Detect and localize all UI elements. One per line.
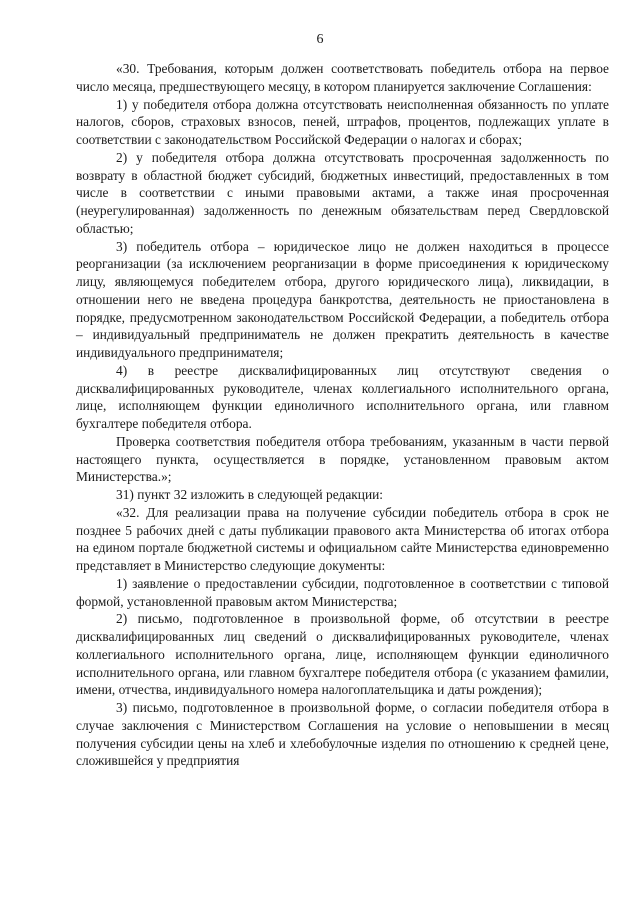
- paragraph-item-32-intro: «32. Для реализации права на получение субсидии победитель отбора в срок не позднее 5 рабочих дней с даты публикации правового акта Министерства об итогах отбора на едином портале бюджетной системы и официальном сайте Министерства единовременно представляет в Министерство следующие документы:: [76, 504, 609, 573]
- document-body: [76, 60, 609, 770]
- paragraph-letter-price: 3) письмо, подготовленное в произвольной форме, о согласии победителя отбора в случае заключения с Министерством Соглашения на условие о неповышении в месяц получения субсидии цены на хлеб и хлебобулочные изделия по отношению к средней цене, сложившейся у предприятия: [76, 700, 609, 769]
- paragraph-letter-registry: 2) письмо, подготовленное в произвольной форме, об отсутствии в реестре дисквалифицированных лиц сведений о дисквалифицированных руководителе, членах коллегиального исполнительного органа, лице, исполняющем функции единоличного исполнительного органа, или главном бухгалтере победителя отбора (с указанием фамилии, имени, отчества, индивидуального номера налогоплательщика и даты рождения);: [76, 611, 609, 698]
- page-number: 6: [316, 32, 324, 47]
- paragraph-disqualified-registry: 4) в реестре дисквалифицированных лиц отсутствуют сведения о дисквалифицированных руководителе, членах коллегиального исполнительного органа, лице, исполняющем функции единоличного исполнительного органа, или главном бухгалтере победителя отбора.: [76, 362, 609, 431]
- paragraph-overdue-debt: 2) у победителя отбора должна отсутствовать просроченная задолженность по возврату в областной бюджет субсидий, бюджетных инвестиций, предоставленных в том числе в соответствии с иными правовыми актами, а также иная просроченная (неурегулированная) задолженность по денежным обязательствам перед Свердловской областью;: [76, 149, 609, 236]
- paragraph-tax-obligation: 1) у победителя отбора должна отсутствовать неисполненная обязанность по уплате налогов, сборов, страховых взносов, пеней, штрафов, процентов, подлежащих уплате в соответствии с законодательством Российской Федерации о налогах и сборах;: [76, 96, 609, 147]
- paragraph-application: 1) заявление о предоставлении субсидии, подготовленное в соответствии с типовой формой, установленной правовым актом Министерства;: [76, 575, 609, 609]
- paragraph-compliance-check: Проверка соответствия победителя отбора требованиям, указанным в части первой настоящего пункта, осуществляется в порядке, установленном правовым актом Министерства.»;: [76, 433, 609, 485]
- paragraph-item-31: 31) пункт 32 изложить в следующей редакции:: [116, 487, 384, 502]
- paragraph-item-30-intro: «30. Требования, которым должен соответствовать победитель отбора на первое число месяца, предшествующего месяцу, в котором планируется заключение Соглашения:: [76, 61, 609, 94]
- paragraph-reorganization: 3) победитель отбора – юридическое лицо не должен находиться в процессе реорганизации (за исключением реорганизации в форме присоединения к юридическому лицу, являющемуся победителем отбора, другого юридического лица), ликвидации, в отношении него не введена процедура банкротства, деятельность не приостановлена в порядке, предусмотренном законодательством Российской Федерации, а победитель отбора – индивидуальный предприниматель не должен прекратить деятельность в качестве индивидуального предпринимателя;: [76, 238, 609, 360]
